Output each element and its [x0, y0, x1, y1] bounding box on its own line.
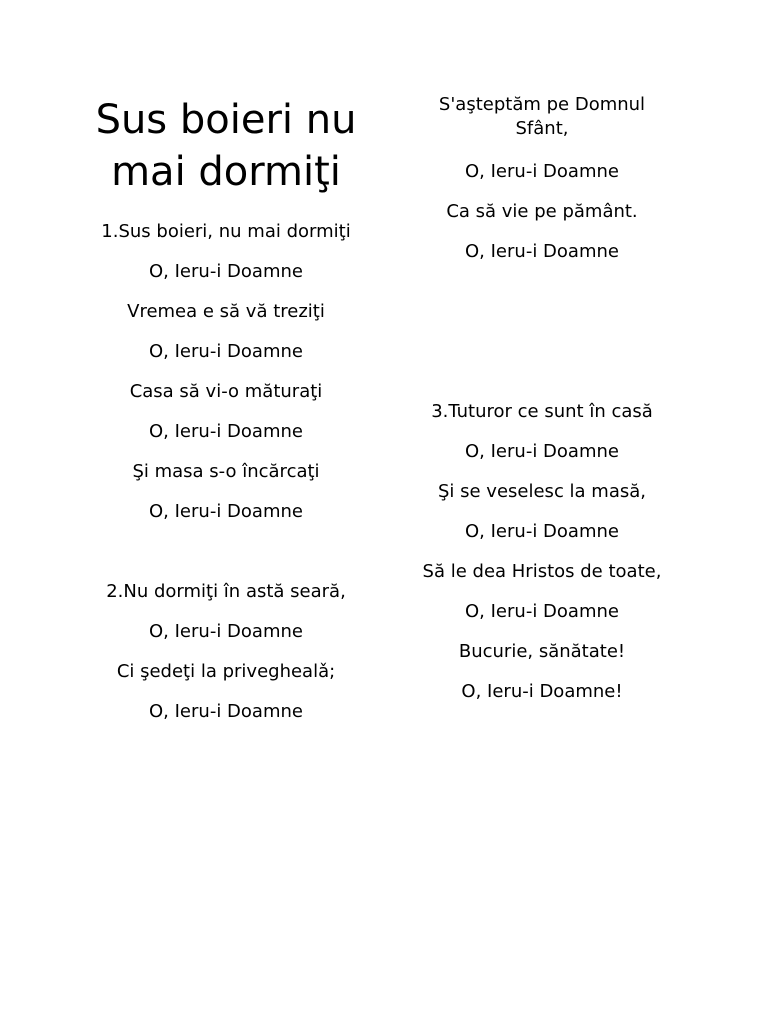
stanza3-line-6: O, Ieru-i Doamne: [465, 601, 619, 622]
stanza2-cont-line-2: O, Ieru-i Doamne: [465, 161, 619, 182]
stanza1-line-7: Şi masa s-o încărcaţi: [132, 461, 320, 482]
stanza1-line-3: Vremea e să vă treziţi: [127, 301, 325, 322]
stanza3-line-2: O, Ieru-i Doamne: [465, 441, 619, 462]
stanza3-line-1: 3.Tuturor ce sunt în casă: [431, 401, 653, 422]
stanza3-line-8: O, Ieru-i Doamne!: [461, 681, 623, 702]
stanza1-line-6: O, Ieru-i Doamne: [149, 421, 303, 442]
stanza1-line-5: Casa să vi-o măturaţi: [129, 381, 323, 402]
stanza2-cont-line-3: Ca să vie pe pământ.: [446, 201, 638, 222]
stanza2-cont-line-1: S'aşteptăm pe Domnul Sfânt,: [438, 94, 646, 139]
stanza3-line-7: Bucurie, sănătate!: [458, 641, 626, 662]
stanza3-line-3: Şi se veselesc la masă,: [437, 481, 647, 502]
song-title: Sus boieri nu mai dormiţi: [95, 97, 357, 195]
stanza1-line-4: O, Ieru-i Doamne: [149, 341, 303, 362]
stanza3-line-4: O, Ieru-i Doamne: [465, 521, 619, 542]
stanza2-line-3: Ci şedeţi la priveghealǎ;: [116, 661, 336, 682]
stanza2-line-4: O, Ieru-i Doamne: [149, 701, 303, 722]
stanza3-line-5: Să le dea Hristos de toate,: [422, 561, 662, 582]
stanza2-line-1: 2.Nu dormiţi în astă seară,: [106, 581, 346, 602]
stanza1-line-1: 1.Sus boieri, nu mai dormiţi: [101, 221, 351, 242]
stanza1-line-8: O, Ieru-i Doamne: [149, 501, 303, 522]
stanza1-line-2: O, Ieru-i Doamne: [149, 261, 303, 282]
stanza2-cont-line-4: O, Ieru-i Doamne: [465, 241, 619, 262]
stanza2-line-2: O, Ieru-i Doamne: [149, 621, 303, 642]
